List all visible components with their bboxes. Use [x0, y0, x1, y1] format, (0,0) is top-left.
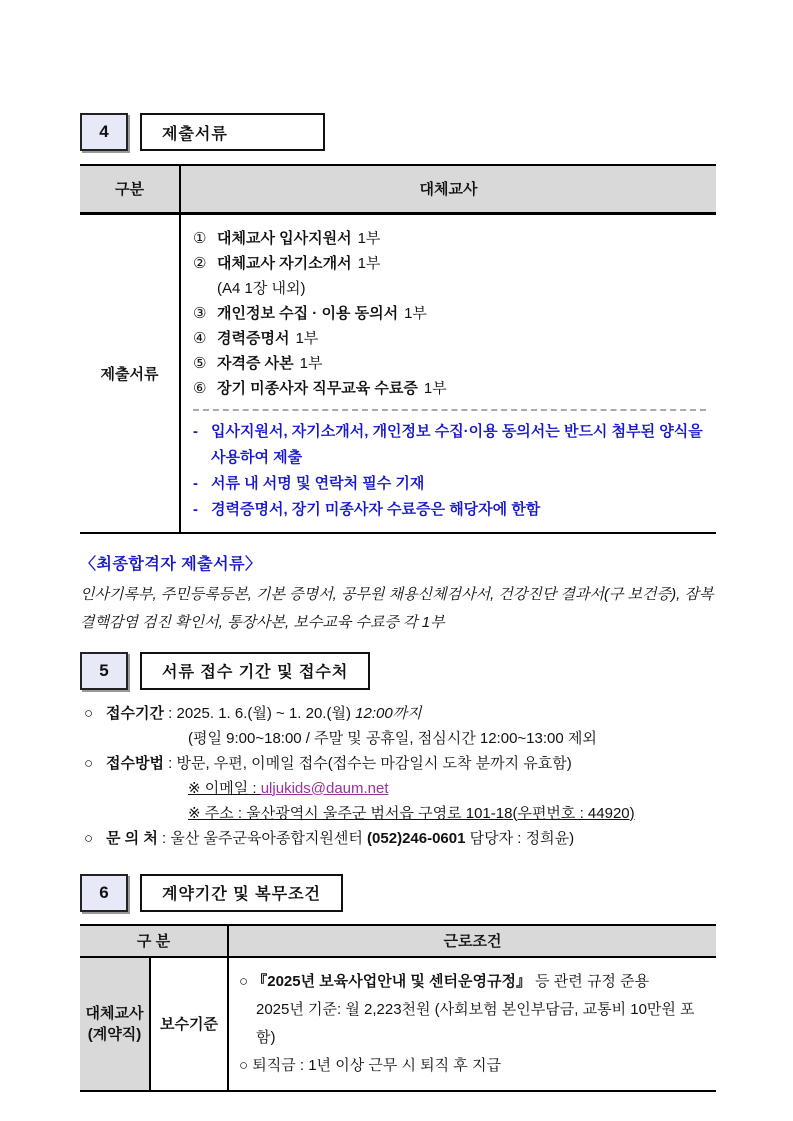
section-6-title: 계약기간 및 복무조건: [140, 874, 343, 912]
category-line-2: (계약직): [87, 1025, 142, 1043]
reception-method-line: [80, 751, 716, 776]
item-count: 1부: [404, 304, 427, 322]
final-pass-body: 인사기록부, 주민등록등본, 기본 증명서, 공무원 채용신체검사서, 건강진단 결과서(구 보건증), 잠복결핵감염 검진 확인서, 통장사본, 보수교육 수료증 각 1부: [80, 585, 714, 631]
circle-bullet: ○: [239, 1056, 253, 1074]
reception-info: [80, 701, 716, 851]
column-header-work-conditions: 근로조건: [228, 925, 716, 957]
note-text: 경력증명서, 장기 미종사자 수료증은 해당자에 한함: [211, 500, 541, 518]
document-item-3: [193, 301, 706, 326]
column-header-category: 구분: [80, 165, 180, 213]
item-number: ③: [193, 304, 207, 322]
category-line-1: 대체교사: [85, 1004, 144, 1022]
circle-bullet: ○: [84, 754, 94, 772]
circle-bullet: ○: [84, 704, 94, 722]
item-number: [193, 276, 217, 301]
note-dash: -: [193, 474, 198, 492]
item-name: 대체교사 입사지원서: [217, 229, 352, 247]
item-number: ⑤: [193, 354, 207, 372]
section-5-number-badge: 5: [80, 652, 128, 690]
note-text: 입사지원서, 자기소개서, 개인정보 수집·이용 동의서는 반드시 첨부된 양식을 사용하여 제출: [211, 422, 703, 466]
item-count: 1부: [299, 354, 323, 372]
work-conditions-table: [80, 924, 716, 1092]
table-row: [80, 957, 716, 1091]
item-number: ②: [193, 254, 207, 272]
email-line: [80, 776, 716, 801]
item-count: 1부: [357, 254, 381, 272]
email-link[interactable]: uljukids@daum.net: [260, 779, 389, 797]
row-label-pay-standard: 보수기준: [150, 957, 228, 1091]
section-6-number-badge: 6: [80, 874, 128, 912]
condition-text: 2025년 기준: 월 2,223천원 (사회보험 본인부담금, 교통비 10만원 포함): [256, 1000, 695, 1046]
item-name: 개인정보 수집 · 이용 동의서: [217, 304, 399, 322]
separator: :: [163, 704, 177, 722]
document-item-1: [193, 226, 706, 251]
document-item-4: [193, 326, 706, 351]
table-header-row: [80, 165, 716, 213]
section-5-header: [80, 652, 716, 690]
item-name: 자격증 사본: [217, 354, 294, 372]
document-item-2: [193, 251, 706, 276]
condition-line-2: [239, 996, 708, 1052]
condition-line-3: [239, 1052, 708, 1080]
note-dash: -: [193, 422, 198, 440]
item-name: 장기 미종사자 직무교육 수료증: [217, 379, 418, 397]
item-name: 경력증명서: [217, 329, 290, 347]
note-item-1: [193, 419, 706, 471]
document-item-6: [193, 376, 706, 401]
regulation-title: 『2025년 보육사업안내 및 센터운영규정』: [252, 972, 531, 990]
row-label-submission-documents: 제출서류: [80, 213, 180, 533]
contact-line: [80, 826, 716, 851]
circle-bullet: ○: [84, 829, 94, 847]
separator: :: [163, 754, 177, 772]
condition-line-1: [239, 968, 708, 996]
reception-period-label: 접수기간: [106, 704, 164, 722]
contact-person: 담당자 : 정희윤): [465, 829, 575, 847]
item-number: ④: [193, 329, 207, 347]
email-label: ※ 이메일 :: [188, 779, 261, 797]
reception-period-line: [80, 701, 716, 726]
separator: :: [157, 829, 171, 847]
item-number: ①: [193, 229, 207, 247]
section-4-title: 제출서류: [140, 113, 325, 151]
reception-method-value: 방문, 우편, 이메일 접수(접수는 마감일시 도착 분까지 유효함): [176, 754, 572, 772]
item-count: 1부: [357, 229, 381, 247]
reception-period-note: (평일 9:00~18:00 / 주말 및 공휴일, 점심시간 12:00~13:00 제외: [188, 729, 597, 747]
document-item-2-note: [193, 276, 706, 301]
note-dash: -: [193, 500, 198, 518]
contact-label: 문 의 처: [106, 829, 158, 847]
item-count: 1부: [295, 329, 319, 347]
reception-method-label: 접수방법: [106, 754, 164, 772]
item-name: 대체교사 자기소개서: [217, 254, 352, 272]
item-number: ⑥: [193, 379, 207, 397]
section-5-title: 서류 접수 기간 및 접수처: [140, 652, 370, 690]
section-6-header: [80, 874, 716, 912]
section-4-number-badge: 4: [80, 113, 128, 151]
note-item-2: [193, 471, 706, 497]
reception-deadline-time: 12:00까지: [355, 704, 422, 722]
submission-documents-table: [80, 164, 716, 534]
final-pass-title: 〈최종합격자 제출서류〉: [80, 555, 262, 573]
reception-period-value: 2025. 1. 6.(월) ~ 1. 20.(월): [176, 704, 356, 722]
item-count: 1부: [423, 379, 447, 397]
address-line: ※ 주소 : 울산광역시 울주군 범서읍 구영로 101-18(우편번호 : 44920): [188, 804, 635, 822]
document-item-5: [193, 351, 706, 376]
table-row: [80, 213, 716, 533]
column-header-substitute-teacher: 대체교사: [180, 165, 716, 213]
condition-text: 등 관련 규정 준용: [530, 972, 650, 990]
note-text: 서류 내 서명 및 연락처 필수 기재: [211, 474, 425, 492]
row-label-category: [80, 957, 150, 1091]
note-item-3: [193, 497, 706, 523]
dashed-divider: [193, 409, 706, 411]
conditions-cell: [228, 957, 716, 1091]
column-header-category: 구 분: [80, 925, 228, 957]
condition-text: 퇴직금 : 1년 이상 근무 시 퇴직 후 지급: [252, 1056, 501, 1074]
circle-bullet: ○: [239, 972, 253, 990]
section-4-header: [80, 113, 716, 151]
item-note: (A4 1장 내외): [217, 279, 306, 297]
documents-cell: [180, 213, 716, 533]
final-pass-block: [80, 551, 716, 637]
table-header-row: [80, 925, 716, 957]
contact-center-name: 울산 울주군육아종합지원센터: [170, 829, 368, 847]
contact-phone: (052)246-0601: [367, 829, 466, 847]
